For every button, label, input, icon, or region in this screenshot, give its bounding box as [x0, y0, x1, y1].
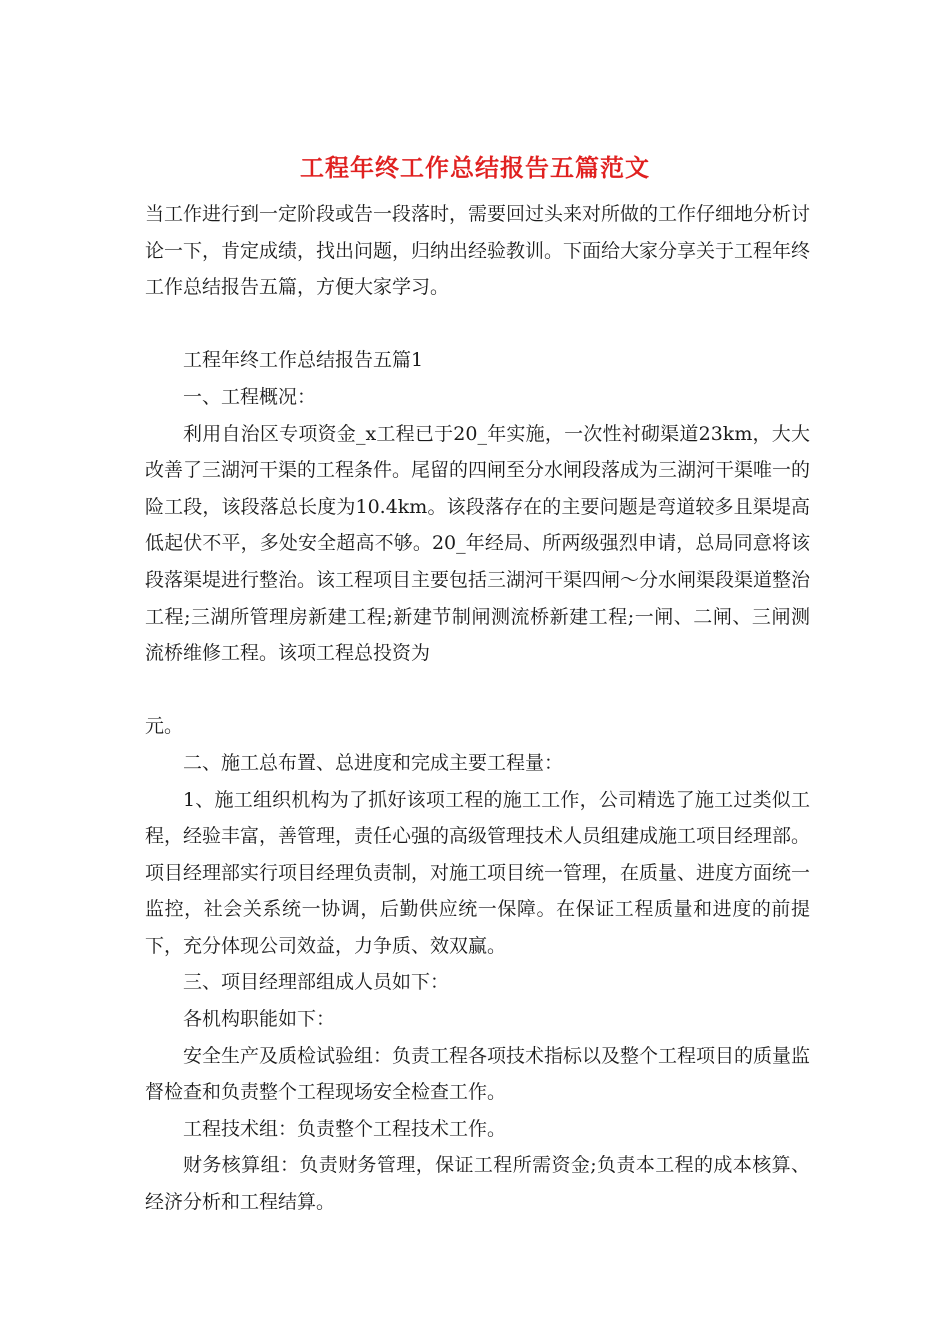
paragraph-technical-group: 工程技术组：负责整个工程技术工作。	[183, 1117, 507, 1140]
paragraph-functions-intro: 各机构职能如下：	[183, 1008, 336, 1031]
paragraph-organization: 1、施工组织机构为了抓好该项工程的施工工作，公司精选了施工过类似工程，经验丰富，善管理，责任心强的高级管理技术人员组建成施工项目经理部。项目经理部实行项目经理负责制，对施工项目统一管理，在质量、进度方面统一监控，社会关系统一协调，后勤供应统一保障。在保证工程质量和进度的前提下，充分体现公司效益，力争质、效双赢。	[145, 788, 811, 957]
document-title: 工程年终工作总结报告五篇范文	[300, 153, 650, 182]
heading-project-overview: 一、工程概况：	[183, 385, 317, 408]
section-heading: 工程年终工作总结报告五篇1	[183, 349, 424, 372]
heading-construction-layout: 二、施工总布置、总进度和完成主要工程量：	[183, 751, 564, 774]
intro-paragraph: 当工作进行到一定阶段或告一段落时，需要回过头来对所做的工作仔细地分析讨论一下，肯定成绩，找出问题，归纳出经验教训。下面给大家分享关于工程年终工作总结报告五篇，方便大家学习。	[145, 203, 811, 299]
paragraph-finance-group: 财务核算组：负责财务管理，保证工程所需资金;负责本工程的成本核算、经济分析和工程结算。	[145, 1154, 810, 1214]
paragraph-project-overview-tail: 元。	[145, 715, 184, 738]
heading-team-members: 三、项目经理部组成人员如下：	[183, 971, 450, 994]
paragraph-safety-group: 安全生产及质检试验组：负责工程各项技术指标以及整个工程项目的质量监督检查和负责整个工程现场安全检查工作。	[145, 1044, 811, 1104]
document-body	[145, 196, 810, 1221]
paragraph-project-overview: 利用自治区专项资金_x工程已于20_年实施，一次性衬砌渠道23km，大大改善了三湖河干渠的工程条件。尾留的四闸至分水闸段落成为三湖河干渠唯一的险工段，该段落总长度为10.4km。该段落存在的主要问题是弯道较多且渠堤高低起伏不平，多处安全超高不够。20_年经局、所两级强烈申请，总局同意将该段落渠堤进行整治。该工程项目主要包括三湖河干渠四闸～分水闸渠段渠道整治工程;三湖所管理房新建工程;新建节制闸测流桥新建工程;一闸、二闸、三闸测流桥维修工程。该项工程总投资为	[145, 422, 811, 665]
